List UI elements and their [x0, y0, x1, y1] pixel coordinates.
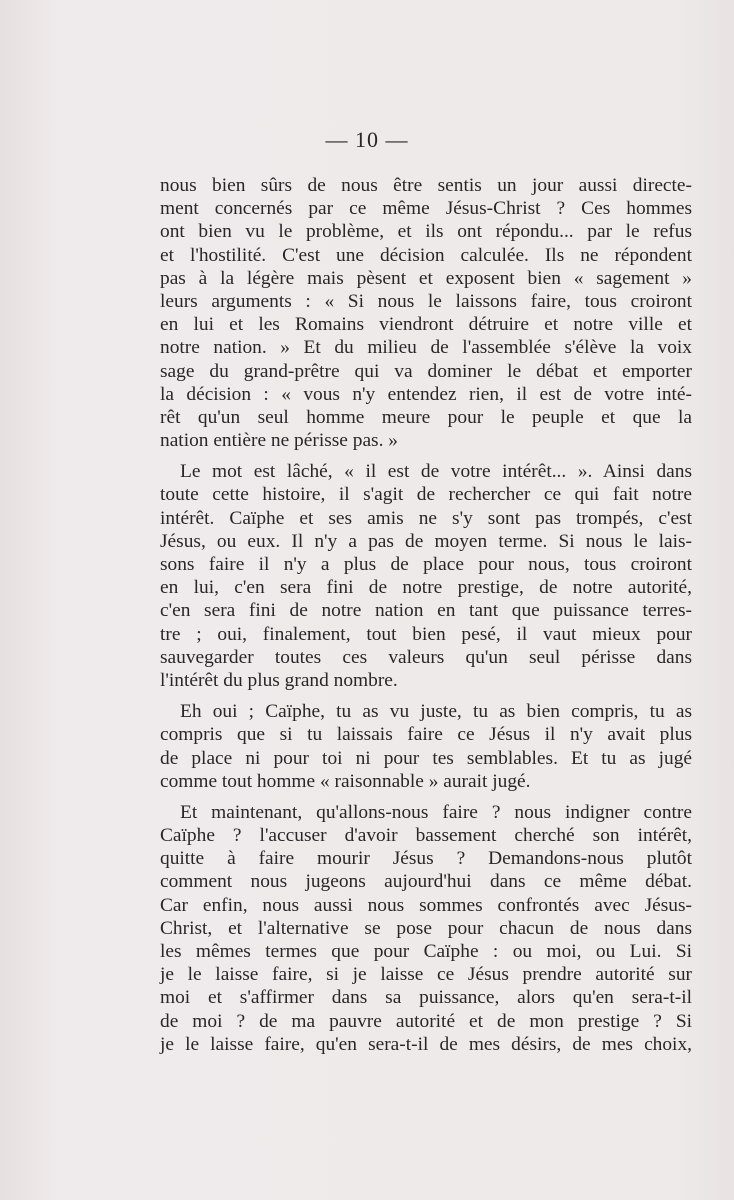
- text-line: sons faire il n'y a plus de place pour nous, tous croiront: [160, 554, 692, 575]
- text-line: je le laisse faire, qu'en sera-t-il de mes désirs, de mes choix,: [160, 1033, 692, 1055]
- text-line: Le mot est lâché, « il est de votre intérêt... ». Ainsi dans: [180, 461, 692, 483]
- text-line: rêt qu'un seul homme meure pour le peuple et que la: [160, 406, 692, 428]
- text-line: sauvegarder toutes ces valeurs qu'un seul périsse dans: [160, 646, 692, 668]
- paragraph: [160, 700, 692, 793]
- text-line: intérêt. Caïphe et ses amis ne s'y sont pas trompés, c'est: [160, 507, 692, 529]
- text-line: comment nous jugeons aujourd'hui dans ce même débat.: [160, 871, 692, 893]
- text-line: Caïphe ? l'accuser d'avoir bassement cherché son intérêt,: [160, 825, 692, 847]
- text-line: c'en sera fini de notre nation en tant que puissance terres-: [160, 600, 692, 622]
- text-line: compris que si tu laissais faire ce Jésus il n'y avait plus: [160, 724, 692, 746]
- text-line: toute cette histoire, il s'agit de rechercher ce qui fait notre: [160, 484, 692, 506]
- text-line: Eh oui ; Caïphe, tu as vu juste, tu as bien compris, tu as: [180, 701, 692, 723]
- text-line: en lui, c'en sera fini de notre prestige, de notre autorité,: [160, 577, 692, 599]
- text-line: l'intérêt du plus grand nombre.: [160, 669, 398, 691]
- body-text: [160, 174, 692, 1064]
- text-line: de place ni pour toi ni pour tes semblables. Et tu as jugé: [160, 747, 692, 769]
- text-line: ment concernés par ce même Jésus-Christ ? Ces hommes: [160, 198, 692, 220]
- text-line: la décision : « vous n'y entendez rien, il est de votre inté-: [160, 383, 692, 405]
- text-line: moi et s'affirmer dans sa puissance, alors qu'en sera-t-il: [160, 987, 692, 1009]
- text-line: je le laisse faire, si je laisse ce Jésus prendre autorité sur: [160, 964, 692, 986]
- text-line: de moi ? de ma pauvre autorité et de mon prestige ? Si: [160, 1010, 692, 1032]
- text-line: les mêmes termes que pour Caïphe : ou moi, ou Lui. Si: [160, 941, 692, 962]
- paragraph: [160, 174, 692, 452]
- text-line: comme tout homme « raisonnable » aurait jugé.: [160, 770, 531, 792]
- text-line: et l'hostilité. C'est une décision calculée. Ils ne répondent: [160, 244, 692, 266]
- text-line: leurs arguments : « Si nous le laissons faire, tous croiront: [160, 290, 692, 312]
- text-line: Jésus, ou eux. Il n'y a pas de moyen terme. Si nous le lais-: [160, 530, 692, 552]
- text-line: Christ, et l'alternative se pose pour chacun de nous dans: [160, 917, 692, 939]
- text-line: nation entière ne périsse pas. »: [160, 430, 398, 452]
- text-line: ont bien vu le problème, et ils ont répondu... par le refus: [160, 221, 692, 243]
- text-line: notre nation. » Et du milieu de l'assemblée s'élève la voix: [160, 337, 692, 359]
- page-number: — 10 —: [325, 127, 409, 152]
- text-line: nous bien sûrs de nous être sentis un jour aussi directe-: [160, 175, 692, 196]
- text-line: tre ; oui, finalement, tout bien pesé, il vaut mieux pour: [160, 623, 692, 645]
- text-line: Car enfin, nous aussi nous sommes confrontés avec Jésus-: [160, 894, 692, 916]
- text-line: Et maintenant, qu'allons-nous faire ? nous indigner contre: [180, 801, 692, 823]
- text-line: en lui et les Romains viendront détruire et notre ville et: [160, 314, 692, 336]
- paragraph: [160, 460, 692, 692]
- text-line: pas à la légère mais pèsent et exposent bien « sagement »: [160, 267, 692, 289]
- text-line: quitte à faire mourir Jésus ? Demandons-nous plutôt: [160, 848, 692, 870]
- text-line: sage du grand-prêtre qui va dominer le débat et emporter: [160, 360, 692, 382]
- paragraph: [160, 801, 692, 1056]
